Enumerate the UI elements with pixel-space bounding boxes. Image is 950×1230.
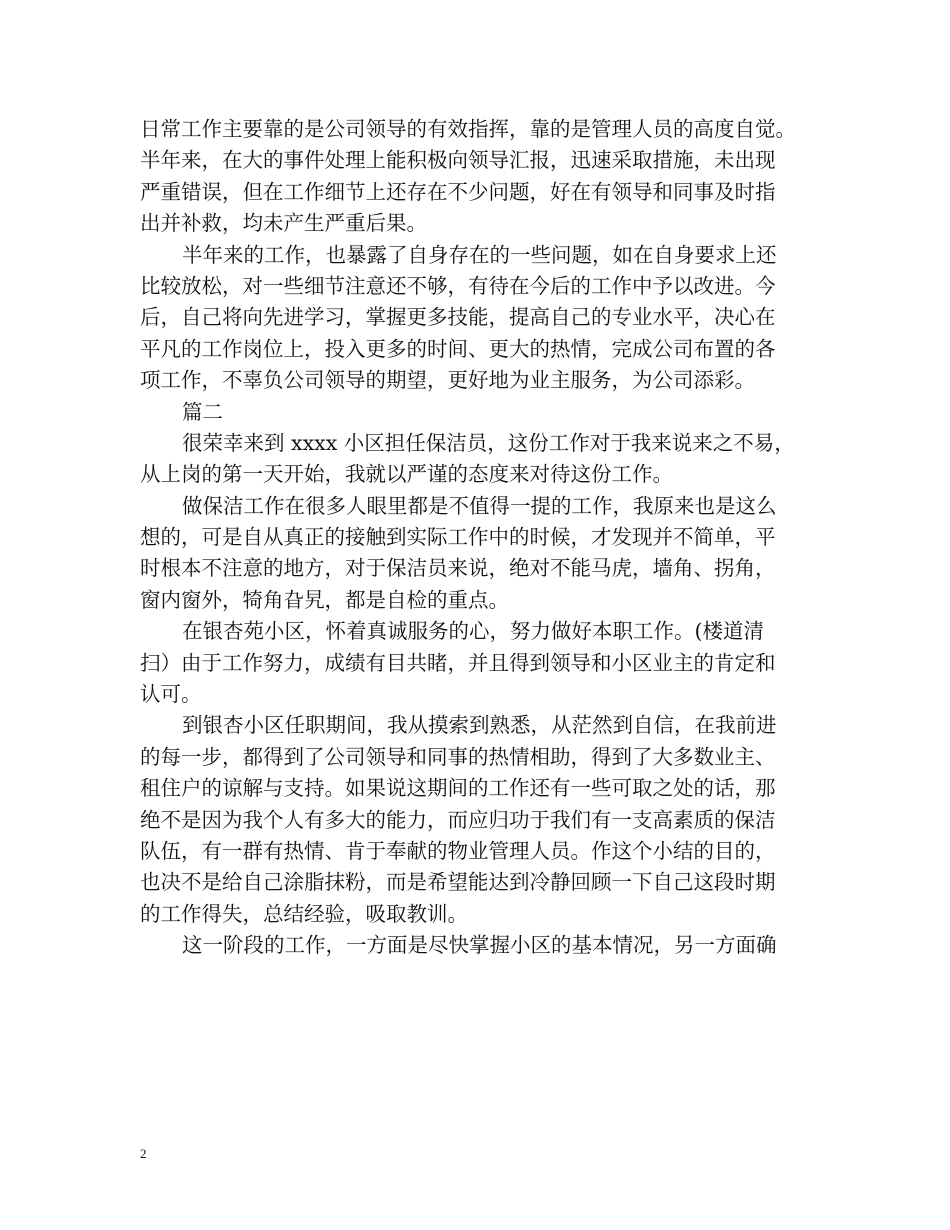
- text-line: 出并补救，均未产生严重后果。: [140, 211, 427, 236]
- text-line: 队伍，有一群有热情、肯于奉献的物业管理人员。作这个小结的目的，: [140, 838, 776, 863]
- text-line: 从上岗的第一天开始，我就以严谨的态度来对待这份工作。: [140, 462, 673, 487]
- text-line: 篇二: [182, 399, 223, 424]
- text-line: 后，自己将向先进学习，掌握更多技能，提高自己的专业水平，决心在: [140, 305, 776, 330]
- text-line: 严重错误，但在工作细节上还存在不少问题，好在有领导和同事及时指: [140, 179, 776, 204]
- text-line: 日常工作主要靠的是公司领导的有效指挥，靠的是管理人员的高度自觉。: [140, 117, 796, 141]
- text-line: 比较放松，对一些细节注意还不够，有待在今后的工作中予以改进。今: [140, 273, 776, 298]
- text-line: 租住户的谅解与支持。如果说这期间的工作还有一些可取之处的话，那: [140, 776, 776, 801]
- text-line: 项工作，不辜负公司领导的期望，更好地为业主服务，为公司添彩。: [140, 368, 755, 393]
- text-line: 在银杏苑小区，怀着真诚服务的心，努力做好本职工作。(楼道清: [182, 619, 764, 644]
- document-body: [140, 114, 816, 962]
- text-line: 扫）由于工作努力，成绩有目共睹，并且得到领导和小区业主的肯定和: [140, 650, 776, 675]
- text-line: 半年来的工作，也暴露了自身存在的一些问题，如在自身要求上还: [182, 242, 777, 267]
- text-line: 想的，可是自从真正的接触到实际工作中的时候，才发现并不简单，平: [140, 525, 776, 550]
- text-line: 半年来，在大的事件处理上能积极向领导汇报，迅速采取措施，未出现: [140, 148, 776, 173]
- text-line: 时根本不注意的地方，对于保洁员来说，绝对不能马虎，墙角、拐角，: [140, 556, 776, 581]
- text-line: 很荣幸来到 xxxx 小区担任保洁员，这份工作对于我来说来之不易，: [182, 430, 795, 455]
- text-line: 这一阶段的工作，一方面是尽快掌握小区的基本情况，另一方面确: [182, 933, 777, 958]
- text-line: 的工作得失，总结经验，吸取教训。: [140, 901, 468, 926]
- text-line: 做保洁工作在很多人眼里都是不值得一提的工作，我原来也是这么: [182, 493, 777, 518]
- text-line: 窗内窗外，犄角旮旯，都是自检的重点。: [140, 587, 509, 612]
- page-number: 2: [140, 1146, 147, 1161]
- text-line: 绝不是因为我个人有多大的能力，而应归功于我们有一支高素质的保洁: [140, 807, 776, 832]
- text-line: 认可。: [140, 682, 202, 707]
- text-line: 的每一步，都得到了公司领导和同事的热情相助，得到了大多数业主、: [140, 744, 776, 769]
- text-line: 也决不是给自己涂脂抹粉，而是希望能达到冷静回顾一下自己这段时期: [140, 870, 776, 895]
- text-line: 到银杏小区任职期间，我从摸索到熟悉，从茫然到自信，在我前进: [182, 713, 777, 738]
- text-line: 平凡的工作岗位上，投入更多的时间、更大的热情，完成公司布置的各: [140, 336, 776, 361]
